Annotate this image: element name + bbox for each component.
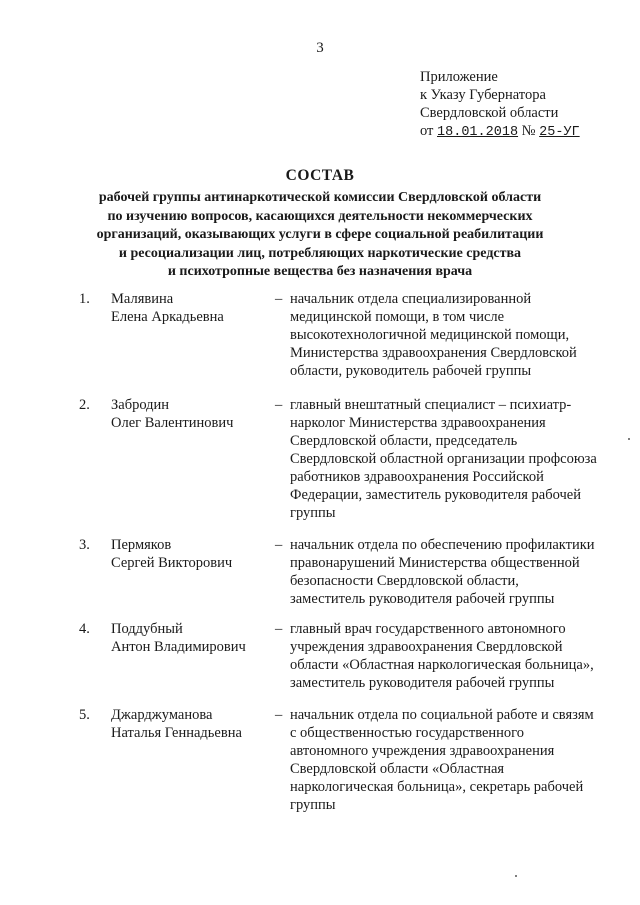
member-role-line: учреждения здравоохранения Свердловской (290, 639, 563, 655)
member-name (111, 396, 271, 432)
subtitle-line: организаций, оказывающих услуги в сфере социальной реабилитации (96, 227, 544, 242)
decree-date: 18.01.2018 (437, 125, 519, 140)
member-dash: – (275, 707, 283, 723)
member-role-line: начальник отдела специализированной (290, 291, 532, 307)
decree-number: 25-УГ (539, 125, 580, 140)
subtitle-line: рабочей группы антинаркотической комиссии Свердловской области (98, 190, 542, 205)
member-surname: Поддубный (111, 621, 183, 637)
member-role-line: Свердловской области, председатель (290, 433, 518, 449)
appendix-block (420, 68, 580, 142)
member-role-line: Министерства здравоохранения Свердловской (290, 345, 577, 361)
member-role (290, 620, 612, 692)
member-role-line: Свердловской областной организации профсоюза (290, 451, 597, 467)
member-role-line: области, руководитель рабочей группы (290, 363, 532, 379)
scan-speck (515, 875, 517, 877)
member-role-line: главный врач государственного автономного (290, 621, 566, 637)
appendix-line-2: к Указу Губернатора (420, 87, 546, 103)
member-number: 1. (79, 291, 90, 307)
member-given-name: Сергей Викторович (111, 555, 233, 571)
member-number: 3. (79, 537, 90, 553)
member-role-line: автономного учреждения здравоохранения (290, 743, 555, 759)
document-title: СОСТАВ (285, 167, 355, 184)
page-number: 3 (316, 40, 324, 56)
member-number: 5. (79, 707, 90, 723)
member-number: 2. (79, 397, 90, 413)
member-role-line: заместитель руководителя рабочей группы (290, 675, 555, 691)
member-dash: – (275, 537, 283, 553)
subtitle-line: и ресоциализации лиц, потребляющих наркотические средства (118, 245, 522, 261)
appendix-line-1: Приложение (420, 69, 498, 85)
member-role (290, 396, 612, 522)
member-given-name: Наталья Геннадьевна (111, 725, 242, 741)
member-name (111, 706, 271, 742)
member-role (290, 290, 612, 380)
member-role (290, 706, 612, 814)
member-name (111, 620, 271, 656)
member-given-name: Олег Валентинович (111, 415, 234, 431)
member-role-line: группы (290, 505, 336, 521)
member-role-line: наркологическая больница», секретарь рабочей (290, 779, 584, 795)
member-role-line: правонарушений Министерства общественной (290, 555, 580, 571)
scan-speck (628, 438, 630, 440)
member-surname: Пермяков (111, 537, 172, 553)
subtitle-line: и психотропные вещества без назначения врача (167, 264, 473, 279)
member-given-name: Антон Владимирович (111, 639, 246, 655)
member-role-line: Свердловской области «Областная (290, 761, 505, 777)
member-role-line: начальник отдела по социальной работе и связям (290, 707, 594, 723)
member-role-line: области «Областная наркологическая больница», (290, 657, 594, 673)
member-role-line: Федерации, заместитель руководителя рабочей (290, 487, 581, 503)
appendix-line-3: Свердловской области (420, 105, 559, 121)
date-prefix: от (420, 123, 434, 139)
member-role-line: высокотехнологичной медицинской помощи, (290, 327, 570, 343)
member-surname: Джарджуманова (111, 707, 213, 723)
member-role-line: группы (290, 797, 336, 813)
member-role-line: главный внештатный специалист – психиатр- (290, 397, 572, 413)
member-role-line: начальник отдела по обеспечению профилактики (290, 537, 595, 553)
member-surname: Забродин (111, 397, 170, 413)
member-name (111, 290, 271, 326)
member-role-line: нарколог Министерства здравоохранения (290, 415, 546, 431)
number-prefix: № (521, 123, 536, 139)
member-dash: – (275, 291, 283, 307)
subtitle-line: по изучению вопросов, касающихся деятельности некоммерческих (107, 208, 533, 224)
appendix-date-line (420, 122, 580, 142)
member-role-line: заместитель руководителя рабочей группы (290, 591, 555, 607)
member-role-line: с общественностью государственного (290, 725, 525, 741)
member-role-line: безопасности Свердловской области, (290, 573, 519, 589)
member-number: 4. (79, 621, 90, 637)
member-surname: Малявина (111, 291, 174, 307)
member-given-name: Елена Аркадьевна (111, 309, 224, 325)
member-role (290, 536, 612, 608)
member-name (111, 536, 271, 572)
document-subtitle (80, 189, 560, 282)
member-role-line: работников здравоохранения Российской (290, 469, 544, 485)
member-dash: – (275, 621, 283, 637)
member-dash: – (275, 397, 283, 413)
member-role-line: медицинской помощи, в том числе (290, 309, 505, 325)
